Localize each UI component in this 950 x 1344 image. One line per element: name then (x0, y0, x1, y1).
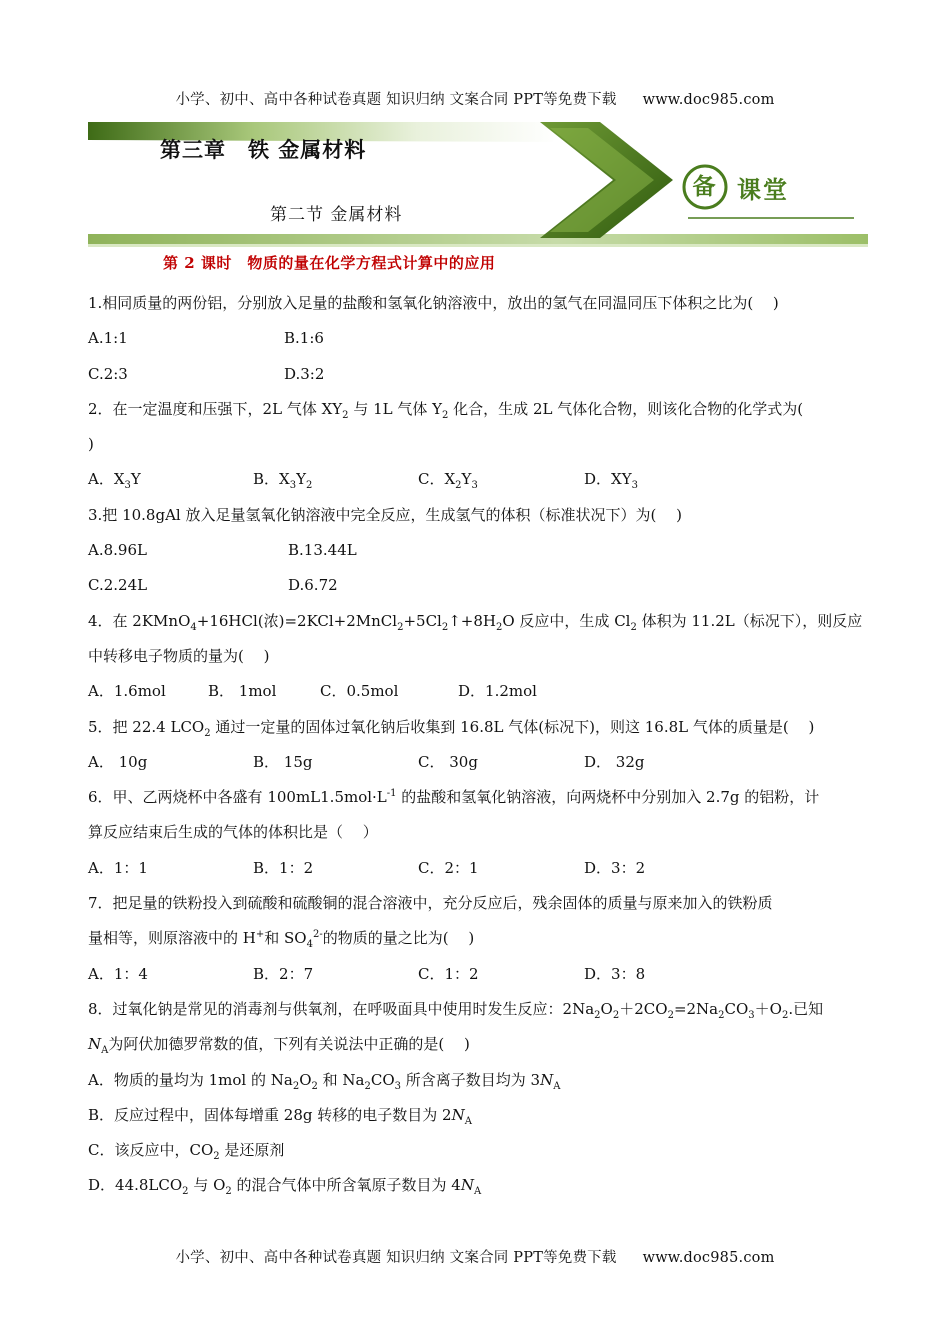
q1-options-cd (88, 357, 868, 392)
q2-text-3: 化合，生成 2L 气体化合物，则该化合物的化学式为( (448, 399, 804, 418)
sub: 2 (667, 1009, 674, 1021)
sub: 3 (289, 480, 297, 492)
q1-option-a: A.1:1 (88, 329, 128, 348)
question-list (88, 286, 868, 1204)
opt-text: 的混合气体中所含氧原子数目为 4 (231, 1176, 461, 1195)
q5-option-c: C． 30g (418, 752, 478, 771)
na-symbol: N (451, 1105, 465, 1124)
q2-text-2: 与 1L 气体 Y (348, 399, 443, 418)
q8-text: .已知 (788, 999, 824, 1018)
sub: A (464, 1115, 472, 1127)
q5-options (88, 745, 868, 780)
q8-text: =2Na (673, 999, 719, 1018)
header-text: 小学、初中、高中各种试卷真题 知识归纳 文案合同 PPT等免费下载 (175, 92, 617, 108)
q4-text: ↑+8H (448, 611, 496, 630)
sub: 2 (612, 1009, 620, 1021)
q4-stem-2: 中转移电子物质的量为( ) (88, 646, 270, 665)
chapter-title: 第三章 铁 金属材料 (160, 137, 367, 162)
q3-option-b: B.13.44L (288, 541, 357, 560)
q4-text: 4．在 2KMnO (88, 611, 191, 630)
q4-option-b: B． 1mol (208, 682, 277, 701)
q7-text: 的物质的量之比为( ) (322, 929, 475, 948)
page-footer (0, 1246, 950, 1267)
q1-options-ab (88, 321, 868, 356)
badge-char: 备 (692, 173, 716, 200)
q3-option-c: C.2.24L (88, 576, 148, 595)
q1-option-b: B.1:6 (284, 329, 324, 348)
q4-option-d: D．1.2mol (458, 682, 537, 701)
sub: 2 (204, 727, 211, 739)
na-symbol: N (540, 1070, 554, 1089)
q8-text: CO (724, 999, 749, 1018)
sub: 4 (190, 621, 197, 633)
q1-option-d: D.3:2 (284, 364, 325, 383)
q7-option-c: C．1：2 (418, 964, 479, 983)
q6-option-c: C．2：1 (418, 858, 479, 877)
badge-text: 课堂 (737, 175, 789, 204)
q6-option-d: D．3：2 (584, 858, 646, 877)
sub: 3 (394, 1080, 402, 1092)
q7-option-d: D．3：8 (584, 964, 646, 983)
opt-text: 所含离子数目均为 3 (401, 1070, 541, 1089)
sub: 3 (124, 480, 131, 492)
sub: 3 (631, 480, 638, 492)
q4-text: 体积为 11.2L（标况下），则反应 (636, 611, 863, 630)
q8-text: ＋2CO (619, 999, 668, 1018)
sup: 2- (312, 929, 323, 941)
sub: 2 (225, 1186, 232, 1198)
opt-text: 和 Na (317, 1070, 365, 1089)
sub: 2 (342, 409, 349, 421)
sub: 2 (311, 1080, 318, 1092)
q3-stem: 3.把 10.8gAl 放入足量氢氧化钠溶液中完全反应，生成氢气的体积（标准状况下）为( ) (88, 505, 682, 524)
opt-text: A．物质的量均为 1mol 的 Na (88, 1070, 293, 1089)
q5-text: 5．把 22.4 LCO (88, 717, 205, 736)
q7-option-b: B．2：7 (253, 964, 314, 983)
opt-text: D．44.8LCO (88, 1176, 183, 1195)
q4-text: +16HCl(浓)=2KCl+2MnCl (196, 611, 398, 630)
opt-text: O (299, 1070, 312, 1089)
na-symbol: N (88, 1035, 102, 1054)
opt-text: Y (130, 470, 141, 489)
q6-stem (88, 780, 868, 815)
q1-stem: 1.相同质量的两份铝，分别放入足量的盐酸和氢氧化钠溶液中，放出的氢气在同温同压下体积之比为( ) (88, 294, 779, 312)
sub: 3 (748, 1009, 755, 1021)
q3-options-ab (88, 533, 868, 568)
q8-text: O (600, 999, 613, 1018)
q7-stem-2 (88, 921, 868, 956)
sub: 2 (781, 1009, 789, 1021)
q2-text-1: 2．在一定温度和压强下，2L 气体 XY (88, 399, 343, 418)
q7-option-a: A．1：4 (88, 964, 148, 983)
q4-text: +5Cl (403, 611, 442, 630)
sub: 2 (718, 1009, 725, 1021)
q2-option-b (253, 462, 418, 497)
opt-text: B．反应过程中，固体每增重 28g 转移的电子数目为 2 (88, 1105, 452, 1124)
sub: 2 (364, 1080, 371, 1092)
q2-option-c (418, 462, 584, 497)
q5-option-a: A． 10g (88, 752, 148, 771)
sub: 3 (471, 480, 478, 492)
q4-option-c: C．0.5mol (320, 682, 399, 701)
q2-option-a (88, 462, 253, 497)
opt-text: A．X (88, 470, 125, 489)
sub: 2 (182, 1186, 189, 1198)
opt-text: CO (370, 1070, 395, 1089)
q8-text: 为阿伏加德罗常数的值，下列有关说法中正确的是( ) (108, 1035, 470, 1054)
q8-stem (88, 992, 868, 1027)
opt-text: 与 O (188, 1176, 226, 1195)
q2-stem-end: ) (88, 435, 94, 454)
q5-option-d: D． 32g (584, 752, 645, 771)
sub: 2 (442, 409, 449, 421)
q8-text: 8．过氧化钠是常见的消毒剂与供氧剂，在呼吸面具中使用时发生反应：2Na (88, 999, 595, 1018)
q8-option-d (88, 1168, 868, 1203)
q1-option-c: C.2:3 (88, 364, 128, 383)
sub: A (553, 1080, 561, 1092)
q8-stem-2 (88, 1027, 868, 1062)
lesson-title: 第 2 课时 物质的量在化学方程式计算中的应用 (163, 254, 496, 272)
q6-text: 的盐酸和氢氧化钠溶液，向两烧杯中分别加入 2.7g 的铝粉，计 (396, 788, 820, 807)
q3-option-d: D.6.72 (288, 576, 338, 595)
q7-stem: 7．把足量的铁粉投入到硫酸和硫酸铜的混合溶液中，充分反应后，残余固体的质量与原来加入的铁粉质 (88, 894, 773, 913)
q8-option-a (88, 1063, 868, 1098)
opt-text: Y (296, 470, 306, 489)
sub: 2 (594, 1009, 601, 1021)
q8-text: ＋O (754, 999, 782, 1018)
q7-options (88, 957, 868, 992)
q8-option-c (88, 1133, 868, 1168)
opt-text: D．XY (584, 470, 632, 489)
q5-stem (88, 710, 868, 745)
sub: 2 (630, 621, 637, 633)
q6-stem-2: 算反应结束后生成的气体的体积比是（ ） (88, 823, 378, 842)
page-header (0, 88, 950, 109)
sub: 2 (292, 1080, 300, 1092)
sup: -1 (386, 788, 397, 800)
section-title: 第二节 金属材料 (270, 205, 403, 225)
header-site: www.doc985.com (642, 92, 775, 108)
na-symbol: N (460, 1176, 474, 1195)
q5-text: 通过一定量的固体过氧化钠后收集到 16.8L 气体(标况下)，则这 16.8L 气体的质量是( ) (210, 717, 815, 736)
opt-text: C．X (418, 470, 456, 489)
q8-option-b (88, 1098, 868, 1133)
q3-options-cd (88, 568, 868, 603)
q4-options (88, 674, 868, 709)
q2-options (88, 462, 868, 497)
q4-stem (88, 604, 868, 639)
sup: + (255, 929, 265, 941)
q6-text: 6．甲、乙两烧杯中各盛有 100mL1.5mol·L (88, 788, 387, 807)
sub: A (473, 1186, 482, 1198)
q5-option-b: B． 15g (253, 752, 313, 771)
opt-text: C．该反应中，CO (88, 1141, 214, 1160)
q3-option-a: A.8.96L (88, 541, 147, 560)
q7-text: 量相等，则原溶液中的 H (88, 929, 256, 948)
q4-text: O 反应中，生成 Cl (502, 611, 631, 630)
sub: A (101, 1045, 109, 1057)
opt-text: B．X (253, 470, 290, 489)
footer-site: www.doc985.com (642, 1250, 775, 1266)
q6-option-a: A．1：1 (88, 858, 148, 877)
opt-text: 是还原剂 (219, 1141, 285, 1160)
footer-text: 小学、初中、高中各种试卷真题 知识归纳 文案合同 PPT等免费下载 (175, 1250, 617, 1266)
q2-option-d (584, 462, 638, 497)
sub: 2 (305, 480, 313, 492)
q2-stem (88, 392, 868, 427)
q4-option-a: A．1.6mol (88, 682, 166, 701)
sub: 2 (397, 621, 404, 633)
sub: 2 (495, 621, 503, 633)
opt-text: Y (461, 470, 472, 489)
sub: 2 (213, 1151, 220, 1163)
q7-text: 和 SO (264, 929, 307, 948)
sub: 2 (455, 480, 462, 492)
sub: 4 (306, 939, 313, 951)
q6-options (88, 851, 868, 886)
q6-option-b: B．1：2 (253, 858, 314, 877)
sub: 2 (441, 621, 449, 633)
